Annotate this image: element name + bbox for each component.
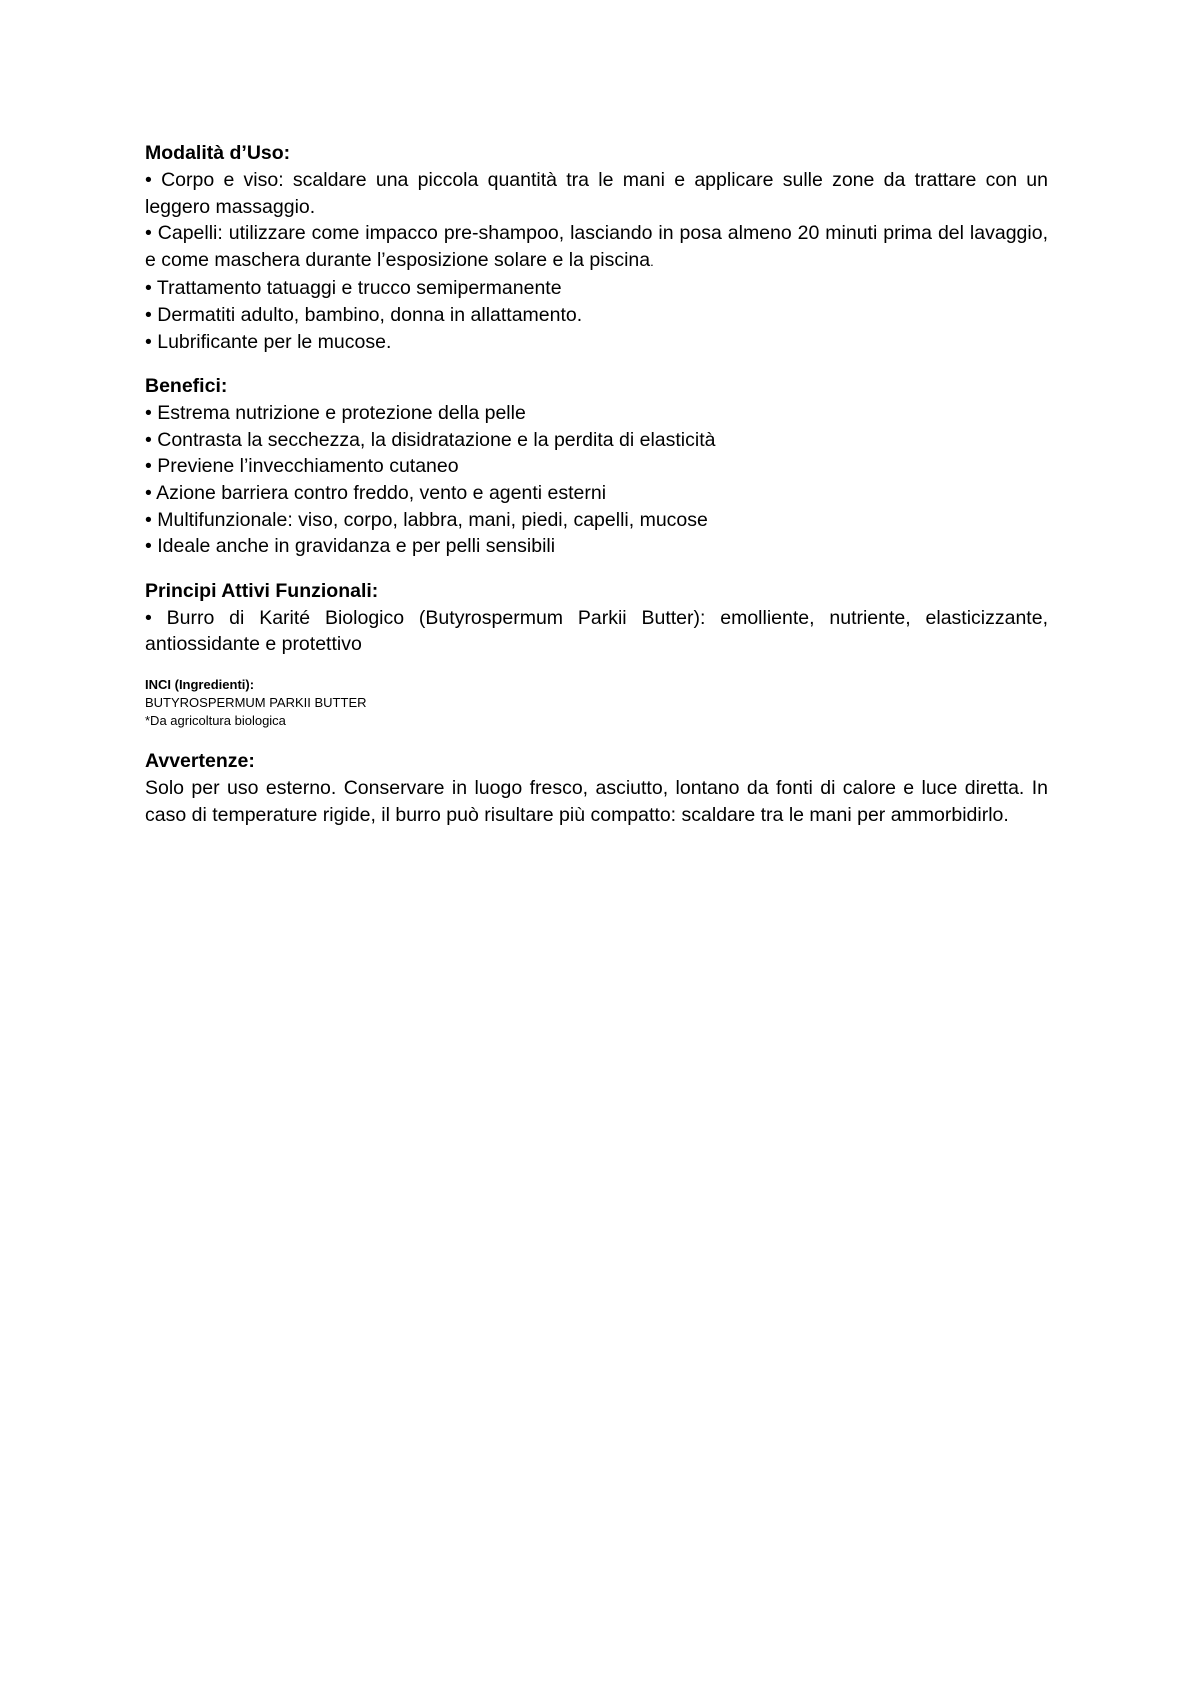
active-item-shea: • Burro di Karité Biologico (Butyrospermum Parkii Butter): emolliente, nutriente, elasticizzante, antiossidante e protettivo (145, 606, 1048, 656)
warnings-section (145, 748, 1048, 828)
benefit-item: • Multifunzionale: viso, corpo, labbra, mani, piedi, capelli, mucose (145, 508, 708, 531)
usage-item-hair (145, 220, 1048, 275)
usage-item-tattoo: • Trattamento tatuaggi e trucco semipermanente (145, 277, 562, 300)
usage-title: Modalità d’Uso: (145, 142, 291, 164)
actives-title: Principi Attivi Funzionali: (145, 579, 379, 602)
benefits-title: Benefici: (145, 375, 228, 398)
inci-note: *Da agricoltura biologica (145, 712, 286, 728)
spacer (145, 730, 1048, 748)
benefit-item: • Contrasta la secchezza, la disidratazione e la perdita di elasticità (145, 428, 716, 451)
warnings-title: Avvertenze: (145, 749, 255, 772)
benefit-item: • Estrema nutrizione e protezione della pelle (145, 402, 526, 425)
inci-section (145, 676, 1048, 730)
usage-item-lubricant: • Lubrificante per le mucose. (145, 330, 392, 353)
warnings-text: Solo per uso esterno. Conservare in luogo fresco, asciutto, lontano da fonti di calore e luce diretta. In caso di temperature rigide, il burro può risultare più compatto: scaldare tra le mani per ammorbidirlo. (145, 776, 1048, 826)
benefit-item: • Previene l’invecchiamento cutaneo (145, 455, 459, 478)
usage-section (145, 140, 1048, 355)
benefit-item: • Azione barriera contro freddo, vento e agenti esterni (145, 481, 607, 504)
usage-item-body-face: • Corpo e viso: scaldare una piccola quantità tra le mani e applicare sulle zone da trattare con un leggero massaggio. (145, 169, 1048, 218)
benefit-item: • Ideale anche in gravidanza e per pelli sensibili (145, 535, 556, 558)
spacer (145, 658, 1048, 676)
document-page (145, 140, 1048, 828)
spacer (145, 355, 1048, 373)
actives-section (145, 578, 1048, 658)
benefits-section (145, 373, 1048, 560)
usage-item-hair-text: • Capelli: utilizzare come impacco pre-shampoo, lasciando in posa almeno 20 minuti prima del lavaggio, e come maschera durante l’esposizione solare e la piscina (145, 222, 1048, 271)
inci-title: INCI (Ingredienti): (145, 676, 255, 692)
inci-ingredient: BUTYROSPERMUM PARKII BUTTER (145, 694, 367, 710)
usage-item-hair-period: . (650, 253, 654, 269)
spacer (145, 560, 1048, 578)
usage-item-dermatitis: • Dermatiti adulto, bambino, donna in allattamento. (145, 303, 583, 326)
